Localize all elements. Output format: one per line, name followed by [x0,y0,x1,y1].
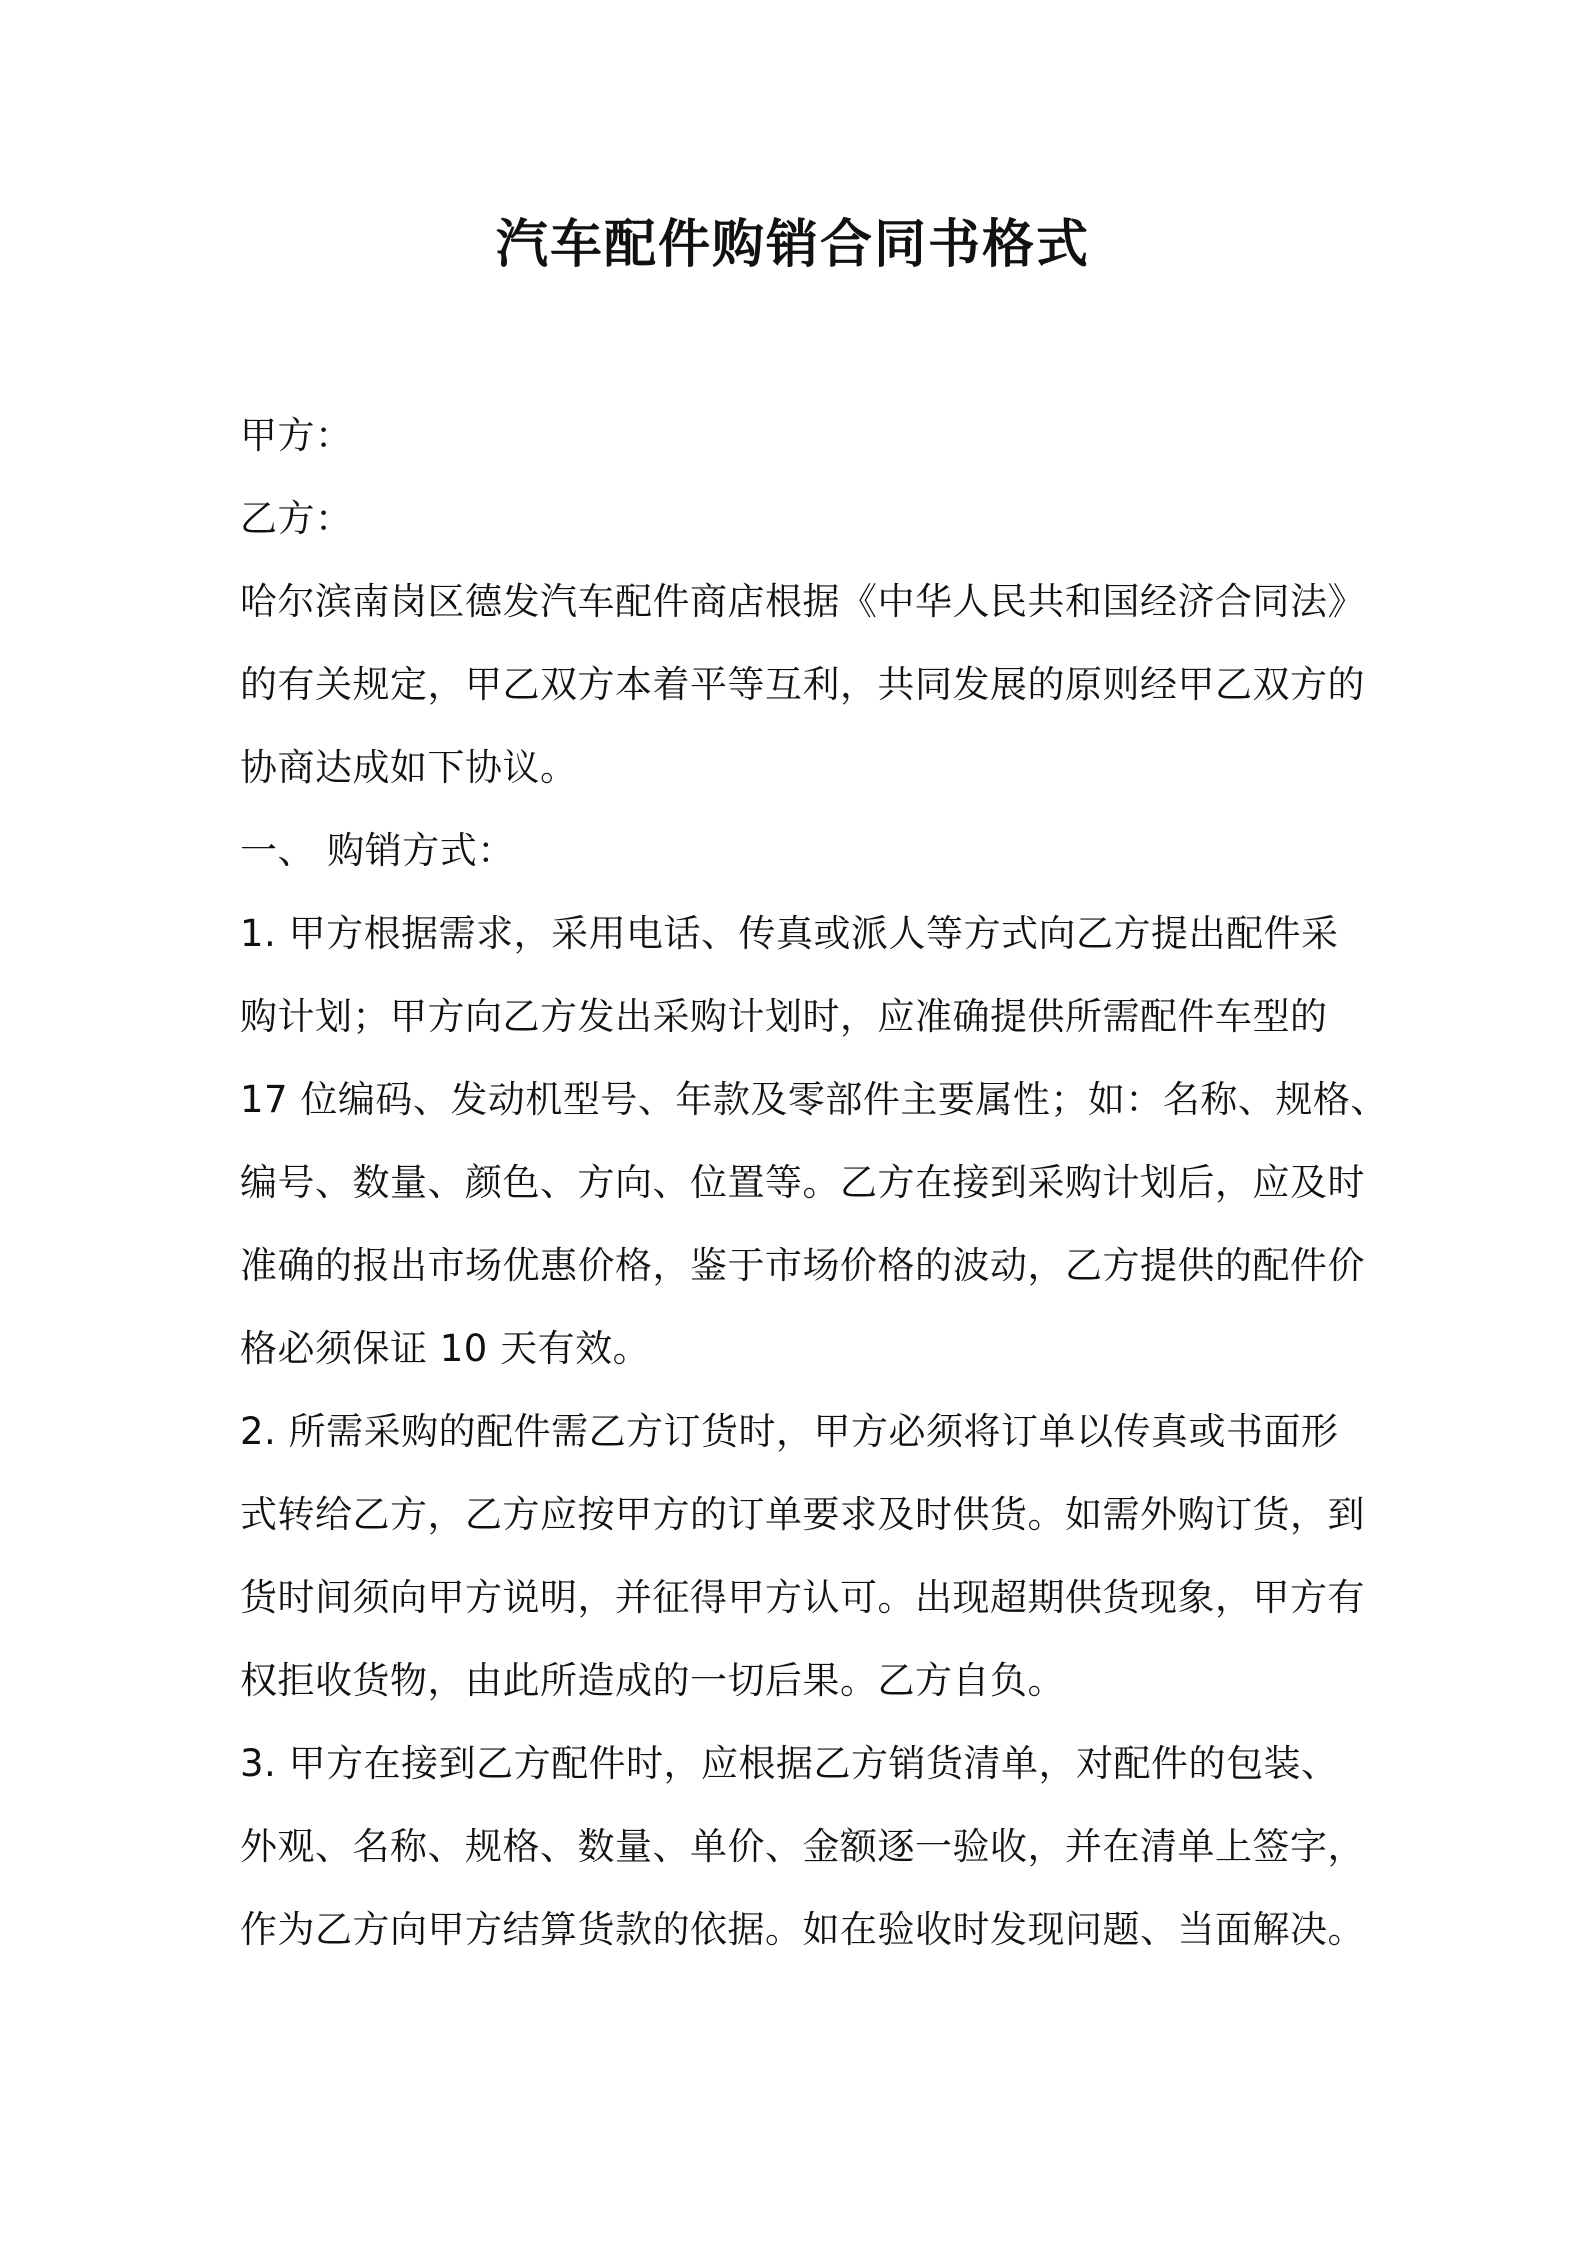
clause-1-line-3: 17 位编码、发动机型号、年款及零部件主要属性；如：名称、规格、 [240,1078,1388,1121]
clause-1-line-1: 1. 甲方根据需求，采用电话、传真或派人等方式向乙方提出配件采 [240,912,1339,955]
document-body [240,394,1388,1971]
clause-3-line-1: 3. 甲方在接到乙方配件时，应根据乙方销货清单，对配件的包装、 [240,1742,1339,1785]
section-heading-purchase-method: 一、 购销方式： [240,829,515,872]
clause-2-line-1: 2. 所需采购的配件需乙方订货时，甲方必须将订单以传真或书面形 [240,1410,1339,1453]
clause-2-line-3: 货时间须向甲方说明，并征得甲方认可。出现超期供货现象，甲方有 [240,1576,1365,1619]
clause-1-line-5: 准确的报出市场优惠价格，鉴于市场价格的波动，乙方提供的配件价 [240,1244,1365,1287]
clause-1-line-6: 格必须保证 10 天有效。 [240,1327,651,1370]
clause-2-line-2: 式转给乙方，乙方应按甲方的订单要求及时供货。如需外购订货，到 [240,1493,1365,1536]
clause-1-line-4: 编号、数量、颜色、方向、位置等。乙方在接到采购计划后，应及时 [240,1161,1365,1204]
party-a-line: 甲方： [240,414,353,457]
clause-2-line-4: 权拒收货物，由此所造成的一切后果。乙方自负。 [240,1659,1065,1702]
clause-3-line-3: 作为乙方向甲方结算货款的依据。如在验收时发现问题、当面解决。 [240,1908,1365,1951]
preamble-line-1: 哈尔滨南岗区德发汽车配件商店根据《中华人民共和国经济合同法》 [240,580,1365,623]
document-title: 汽车配件购销合同书格式 [495,215,1090,275]
party-b-line: 乙方： [240,497,353,540]
preamble-line-2: 的有关规定，甲乙双方本着平等互利，共同发展的原则经甲乙双方的 [240,663,1365,706]
clause-1-line-2: 购计划；甲方向乙方发出采购计划时，应准确提供所需配件车型的 [240,995,1328,1038]
preamble-line-3: 协商达成如下协议。 [240,746,578,789]
clause-3-line-2: 外观、名称、规格、数量、单价、金额逐一验收，并在清单上签字， [240,1825,1365,1868]
